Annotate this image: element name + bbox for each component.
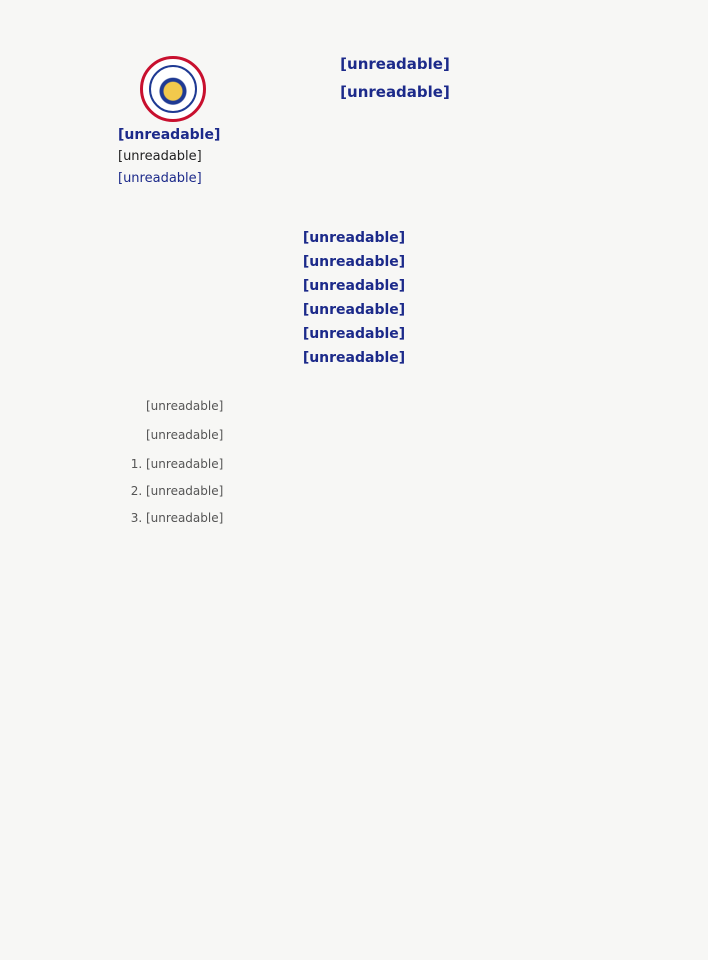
kingdom-line-2: [unreadable] bbox=[340, 83, 450, 101]
department-name: [unreadable] bbox=[118, 149, 202, 164]
notice-body bbox=[118, 396, 618, 535]
title-line-1: [unreadable] bbox=[302, 230, 406, 246]
list-item: 2. [unreadable] bbox=[146, 481, 618, 502]
measures-list bbox=[118, 454, 618, 529]
reference-number: [unreadable] bbox=[118, 171, 202, 186]
title-line-6: [unreadable] bbox=[302, 350, 406, 366]
kingdom-line-1: [unreadable] bbox=[340, 55, 450, 73]
ministry-emblem-icon bbox=[140, 56, 206, 122]
title-line-2: [unreadable] bbox=[302, 254, 406, 270]
title-line-3: [unreadable] bbox=[302, 278, 406, 294]
body-paragraph-1: [unreadable] bbox=[146, 399, 224, 413]
list-item: 1. [unreadable] bbox=[146, 454, 618, 475]
ministry-name: [unreadable] bbox=[118, 127, 221, 143]
notice-title bbox=[100, 226, 608, 370]
emblem-inner bbox=[149, 65, 197, 113]
list-item: 3. [unreadable] bbox=[146, 508, 618, 529]
issuer-block bbox=[118, 124, 358, 190]
body-paragraph-2: [unreadable] bbox=[146, 428, 224, 442]
title-line-5: [unreadable] bbox=[302, 326, 406, 342]
title-line-4: [unreadable] bbox=[302, 302, 406, 318]
kingdom-heading bbox=[270, 50, 520, 106]
